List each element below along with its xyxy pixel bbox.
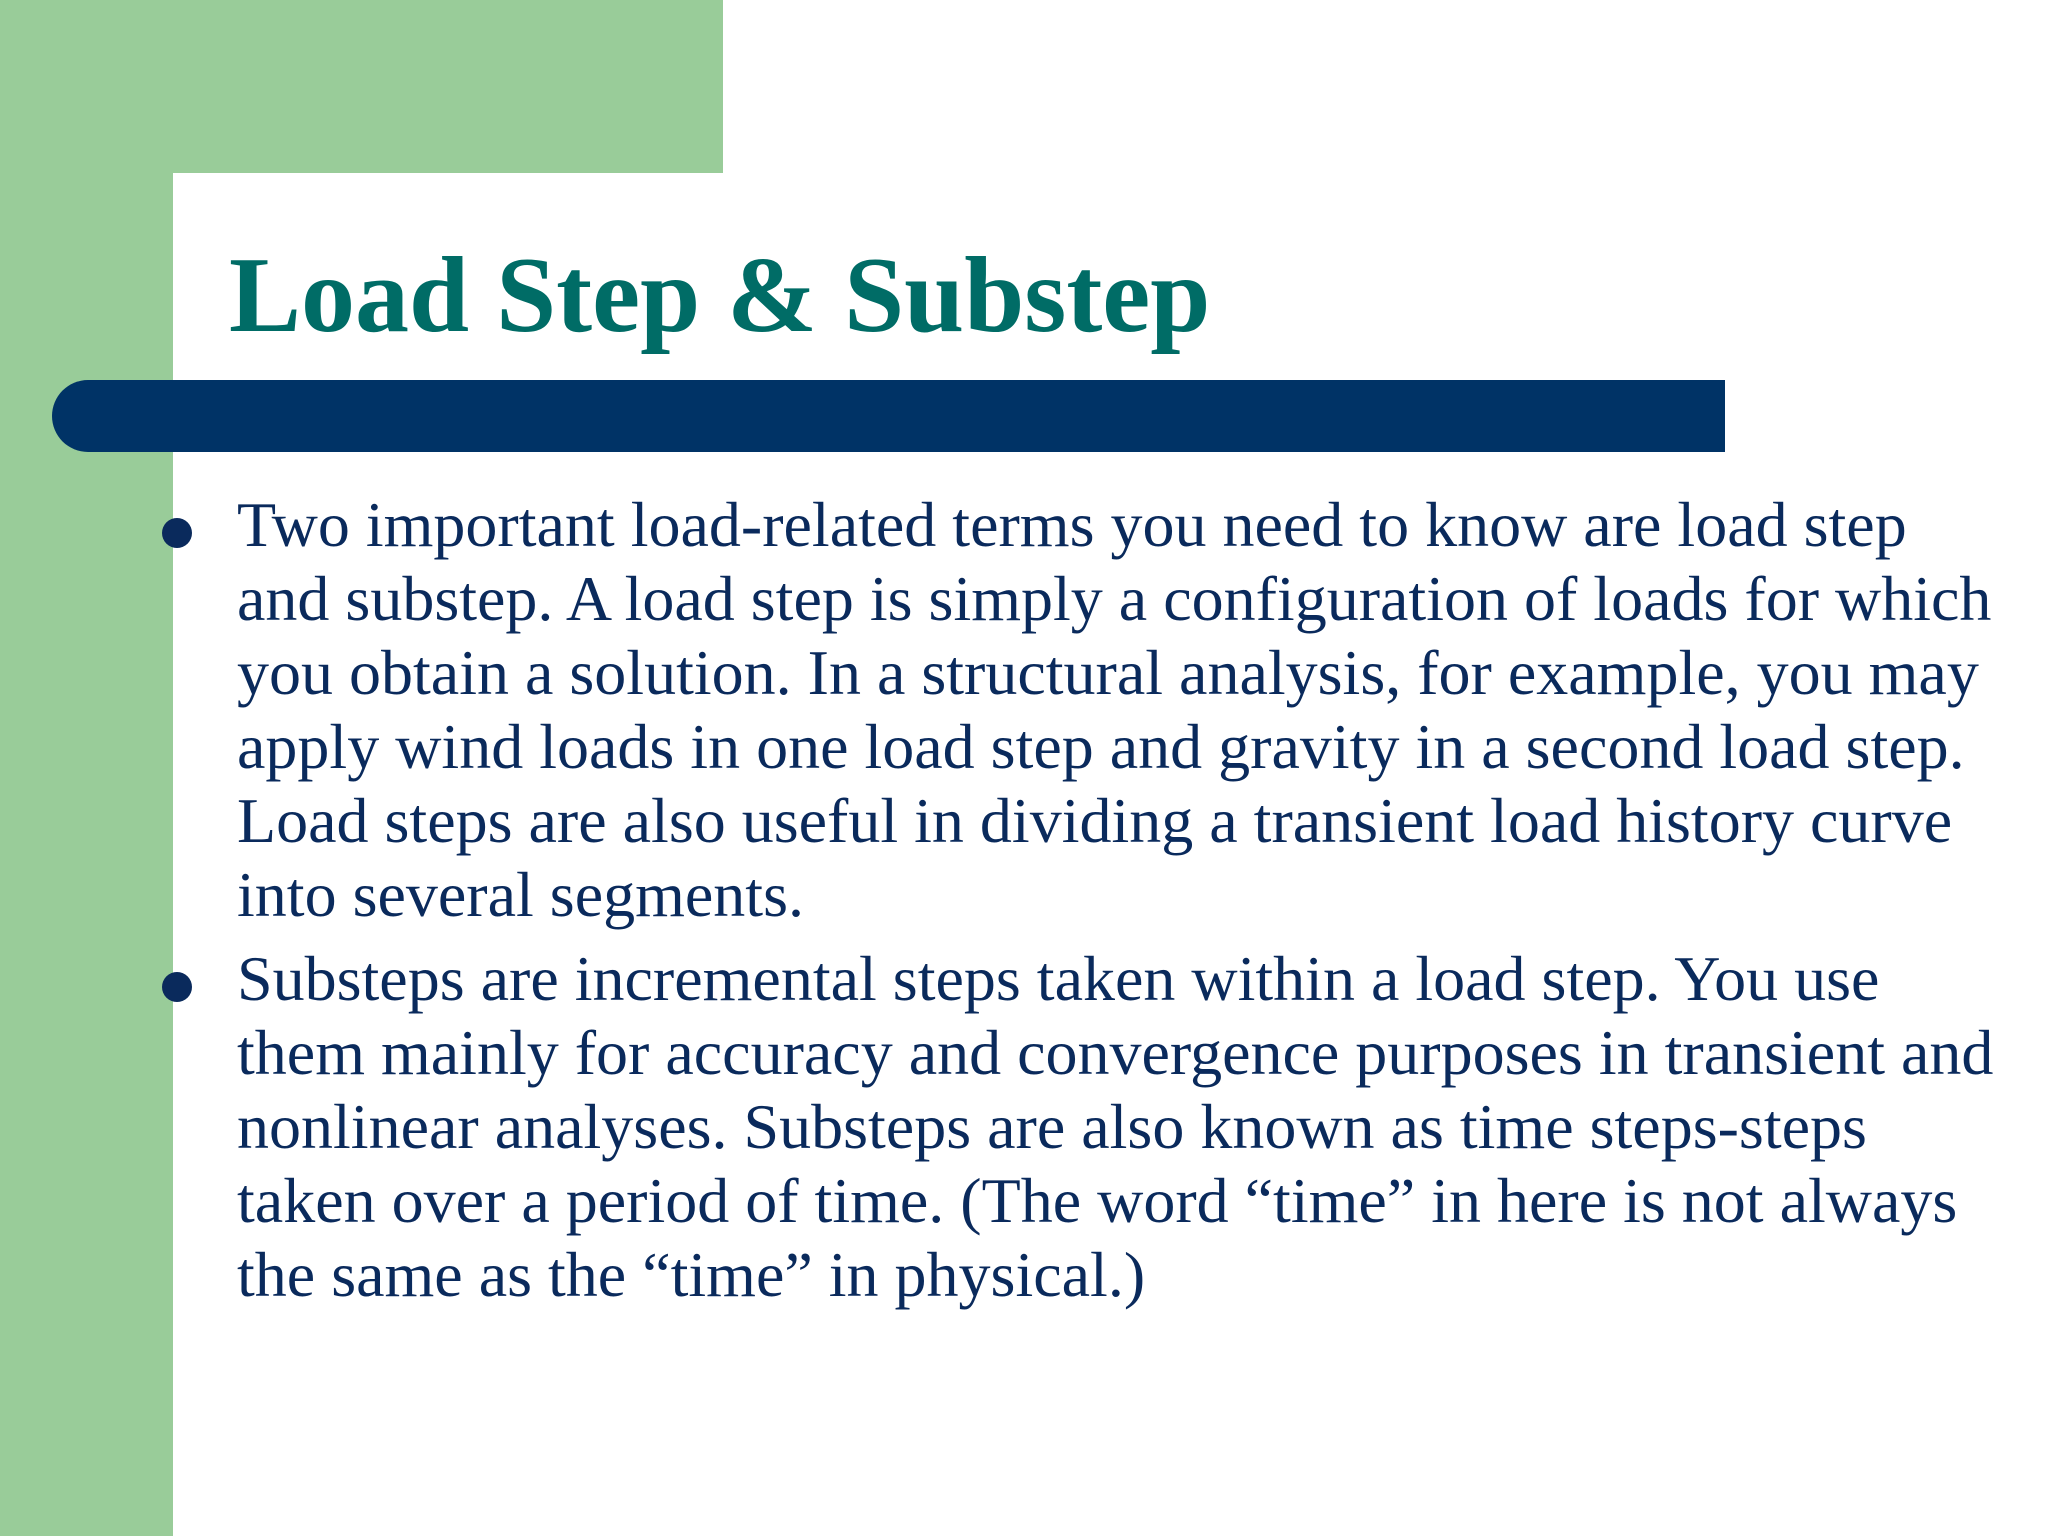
bullet-item	[0, 488, 2048, 932]
bullet-dot-icon	[162, 518, 192, 548]
bullet-text: Two important load-related terms you need to know are load step and substep. A load step is simply a configuration of loads for which you obtain a solution. In a structural analysis, for example, you may apply wind loads in one load step and gravity in a second load step. Load steps are also useful in dividing a transient load history curve into several segments.	[237, 489, 1992, 930]
bullet-item	[0, 942, 2048, 1312]
bullet-dot-icon	[162, 972, 192, 1002]
bullet-list	[0, 488, 2048, 1322]
title-underline-bar	[52, 380, 1725, 452]
bullet-text: Substeps are incremental steps taken within a load step. You use them mainly for accuracy and convergence purposes in transient and nonlinear analyses. Substeps are also known as time steps-steps taken over a period of time. (The word “time” in here is not always the same as the “time” in physical.)	[237, 943, 1994, 1310]
slide-title: Load Step & Substep	[229, 236, 1211, 355]
